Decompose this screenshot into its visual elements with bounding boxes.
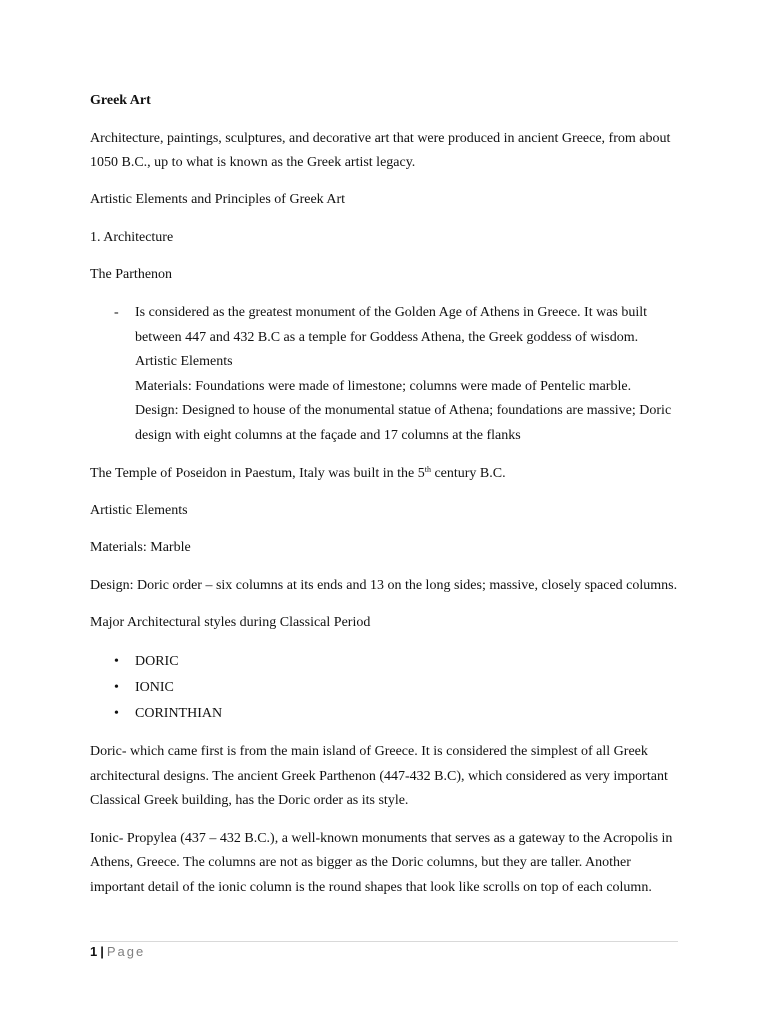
poseidon-text-post: century B.C. [430,466,506,481]
document-page [90,0,690,1024]
style-corinthian: CORINTHIAN [135,706,223,721]
bullet-icon: • [114,680,119,695]
poseidon-materials: Materials: Marble [90,540,191,555]
intro-line-2: 1050 B.C., up to what is known as the Greek artist legacy. [90,155,416,170]
intro-line-1: Architecture, paintings, sculptures, and decorative art that were produced in ancient Greece, from about [90,131,671,146]
doric-line-3: Classical Greek building, has the Doric order as its style. [90,793,409,808]
poseidon-line [90,466,506,482]
style-ionic: IONIC [135,680,174,695]
doric-line-1: Doric- which came first is from the main island of Greece. It is considered the simplest of all Greek [90,744,648,759]
dash-bullet: - [114,305,119,320]
poseidon-elements-heading: Artistic Elements [90,503,188,518]
parthenon-line-5: Design: Designed to house of the monumental statue of Athena; foundations are massive; Doric [135,403,672,418]
poseidon-text-pre: The Temple of Poseidon in Paestum, Italy was built in the 5 [90,466,425,481]
footer-separator: | [100,944,104,959]
document-title: Greek Art [90,93,151,108]
page-label: Page [106,944,146,959]
doric-line-2: architectural designs. The ancient Greek Parthenon (447-432 B.C), which considered as very important [90,769,668,784]
page-number: 1 [90,944,98,959]
bullet-icon: • [114,706,119,721]
section-architecture-heading: 1. Architecture [90,230,174,245]
ionic-line-2: Athens, Greece. The columns are not as bigger as the Doric columns, but they are taller. Another [90,855,631,870]
parthenon-line-6: design with eight columns at the façade and 17 columns at the flanks [135,428,521,443]
styles-heading: Major Architectural styles during Classical Period [90,615,371,630]
parthenon-line-4: Materials: Foundations were made of limestone; columns were made of Pentelic marble. [135,379,632,394]
parthenon-line-2: between 447 and 432 B.C as a temple for Goddess Athena, the Greek goddess of wisdom. [135,330,639,345]
style-doric: DORIC [135,654,179,669]
parthenon-line-1: Is considered as the greatest monument of the Golden Age of Athens in Greece. It was built [135,305,648,320]
poseidon-superscript: th [424,465,431,474]
ionic-line-1: Ionic- Propylea (437 – 432 B.C.), a well-known monuments that serves as a gateway to the Acropolis in [90,831,673,846]
page-footer [90,944,145,960]
footer-divider [90,941,678,942]
poseidon-design: Design: Doric order – six columns at its ends and 13 on the long sides; massive, closely spaced columns. [90,578,678,593]
parthenon-line-3: Artistic Elements [135,354,233,369]
elements-heading: Artistic Elements and Principles of Greek Art [90,192,346,207]
parthenon-heading: The Parthenon [90,267,173,282]
bullet-icon: • [114,654,119,669]
ionic-line-3: important detail of the ionic column is the round shapes that look like scrolls on top of each column. [90,880,652,895]
